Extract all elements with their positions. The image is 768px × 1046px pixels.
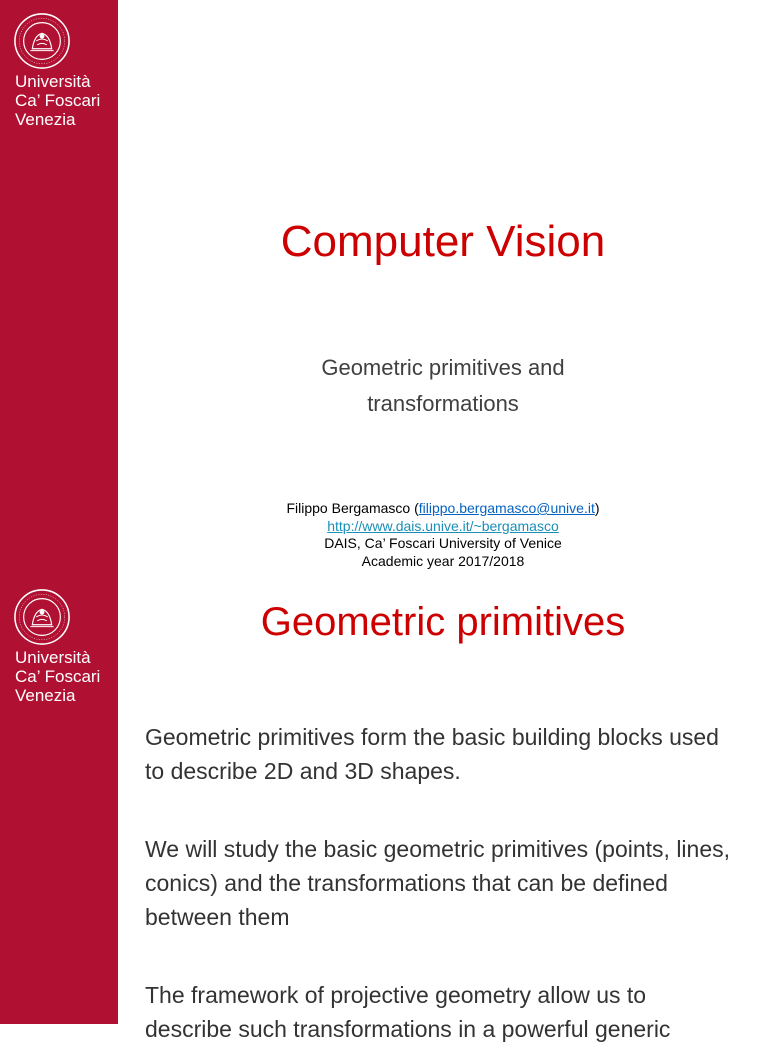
academic-year: Academic year 2017/2018 (361, 552, 525, 569)
homepage-line (118, 518, 768, 536)
sidebar (0, 576, 118, 1024)
university-name-line: Ca’ Foscari (15, 667, 101, 686)
author-name: Filippo Bergamasco ( (286, 500, 419, 516)
university-name-line: Venezia (15, 110, 76, 129)
sidebar (0, 0, 118, 576)
author-info (118, 500, 768, 570)
university-name-line: Ca’ Foscari (15, 91, 101, 110)
university-seal-logo (13, 12, 71, 70)
slide-title: Computer Vision (280, 217, 606, 266)
subtitle-line: Geometric primitives and (321, 355, 565, 380)
slide-title: Geometric primitives (260, 600, 626, 644)
subtitle-line: transformations (367, 391, 519, 416)
body-paragraph: The framework of projective geometry allow us to describe such transformations in a powerful generic (145, 982, 671, 1042)
author-line (118, 500, 768, 518)
homepage-link[interactable]: http://www.dais.unive.it/~bergamasco (327, 517, 559, 534)
body-paragraph: We will study the basic geometric primitives (points, lines, conics) and the transformations that can be defined between them (145, 836, 731, 930)
university-name (15, 72, 100, 129)
body-paragraph: Geometric primitives form the basic building blocks used to describe 2D and 3D shapes. (145, 724, 719, 784)
author-suffix: ) (594, 500, 600, 516)
university-name-line: Università (15, 72, 91, 91)
author-email-link[interactable]: filippo.bergamasco@unive.it (418, 500, 595, 516)
university-name-line: Università (15, 648, 91, 667)
affiliation: DAIS, Ca’ Foscari University of Venice (324, 535, 562, 551)
university-seal-logo (13, 588, 71, 646)
university-name (15, 648, 100, 705)
university-name-line: Venezia (15, 686, 76, 705)
slide-subtitle (118, 350, 768, 422)
content-slide (0, 576, 768, 1042)
